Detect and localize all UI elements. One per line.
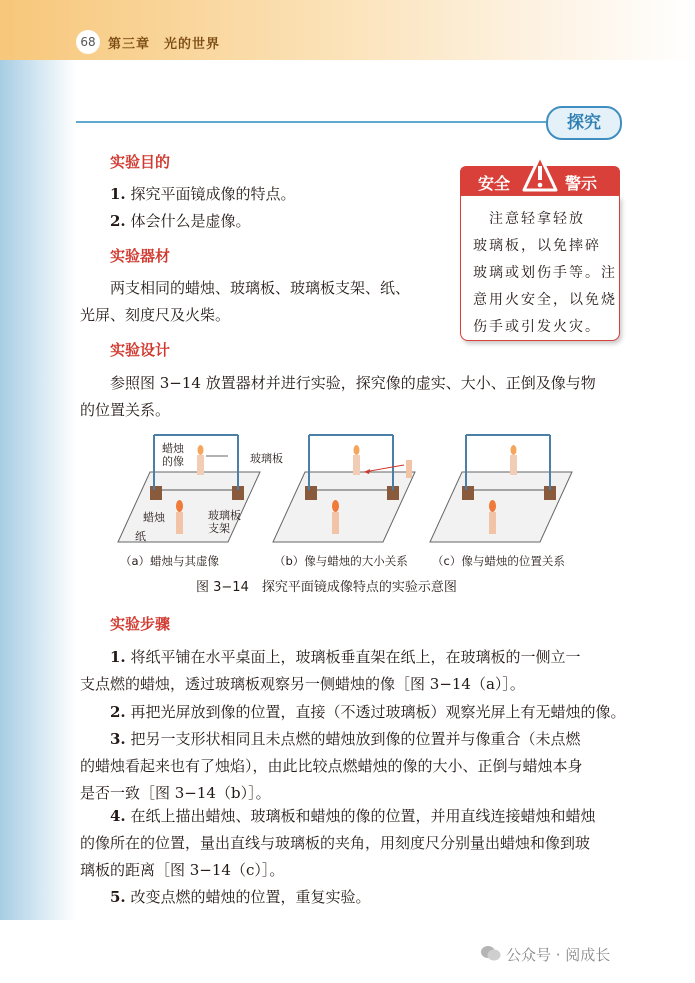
page-header [0,0,695,60]
label-candle: 蜡烛 [143,511,165,524]
safety-title-right: 警示 [565,174,598,193]
safety-text [460,196,620,341]
design-line: 的位置关系。 [80,401,171,419]
watermark: 公众号 · 阅成长 [506,946,611,964]
safety-line: 玻璃板，以免摔碎 [473,238,601,254]
design-heading: 实验设计 [110,341,171,359]
page-number: 68 [76,30,100,54]
label-image: 蜡烛 的像 [162,442,184,468]
label-paper: 纸 [135,530,146,543]
left-margin-band [0,60,76,920]
step-line: 4. 在纸上描出蜡烛、玻璃板和蜡烛的像的位置，并用直线连接蜡烛和蜡烛 [110,807,596,825]
panel-c-diagram [430,435,572,542]
explore-badge: 探究 [546,106,622,140]
safety-line: 玻璃或划伤手等。注 [473,265,617,281]
step-line: 1. 将纸平铺在水平桌面上，玻璃板垂直架在纸上，在玻璃板的一侧立一 [110,648,581,666]
steps-heading: 实验步骤 [110,615,171,633]
equipment-line: 光屏、刻度尺及火柴。 [80,306,231,324]
equipment-heading: 实验器材 [110,247,171,265]
purpose-item: 2. 体会什么是虚像。 [110,212,251,230]
safety-line: 伤手或引发火灾。 [473,319,601,335]
step-line: 的像所在的位置，量出直线与玻璃板的夹角，用刻度尺分别量出蜡烛和像到玻 [80,834,591,852]
panel-b-diagram [273,435,415,542]
section-rule [76,121,546,123]
step-line: 支点燃的蜡烛，透过玻璃板观察另一侧蜡烛的像［图 3−14（a）］。 [80,675,525,693]
label-glass: 玻璃板 [250,452,283,465]
warning-triangle-icon [522,154,558,194]
step-line: 5. 改变点燃的蜡烛的位置，重复实验。 [110,888,371,906]
step-line: 璃板的距离［图 3−14（c）］。 [80,861,285,879]
caption-c: （c）像与蜡烛的位置关系 [432,554,565,568]
safety-title-left: 安全 [478,174,511,193]
wechat-icon [480,944,502,962]
safety-line: 意用火安全，以免烧 [473,292,617,308]
safety-warning-box [460,166,620,342]
purpose-heading: 实验目的 [110,153,171,171]
caption-a: （a）蜡烛与其虚像 [120,554,220,568]
chapter-title: 第三章 光的世界 [108,37,221,52]
step-line: 3. 把另一支形状相同且未点燃的蜡烛放到像的位置并与像重合（未点燃 [110,730,581,748]
step-line: 2. 再把光屏放到像的位置，直接（不透过玻璃板）观察光屏上有无蜡烛的像。 [110,703,626,721]
label-stand: 玻璃板 支架 [208,509,241,535]
safety-line: 注意轻拿轻放 [473,211,585,227]
purpose-item: 1. 探究平面镜成像的特点。 [110,185,296,203]
step-line: 是否一致［图 3−14（b）］。 [80,784,271,802]
figure-title: 图 3−14 探究平面镜成像特点的实验示意图 [196,580,457,595]
design-line: 参照图 3−14 放置器材并进行实验，探究像的虚实、大小、正倒及像与物 [110,374,596,392]
caption-b: （b）像与蜡烛的大小关系 [274,554,408,568]
step-line: 的蜡烛看起来也有了烛焰），由此比较点燃蜡烛的像的大小、正倒与蜡烛本身 [80,757,583,775]
equipment-line: 两支相同的蜡烛、玻璃板、玻璃板支架、纸、 [110,279,411,297]
